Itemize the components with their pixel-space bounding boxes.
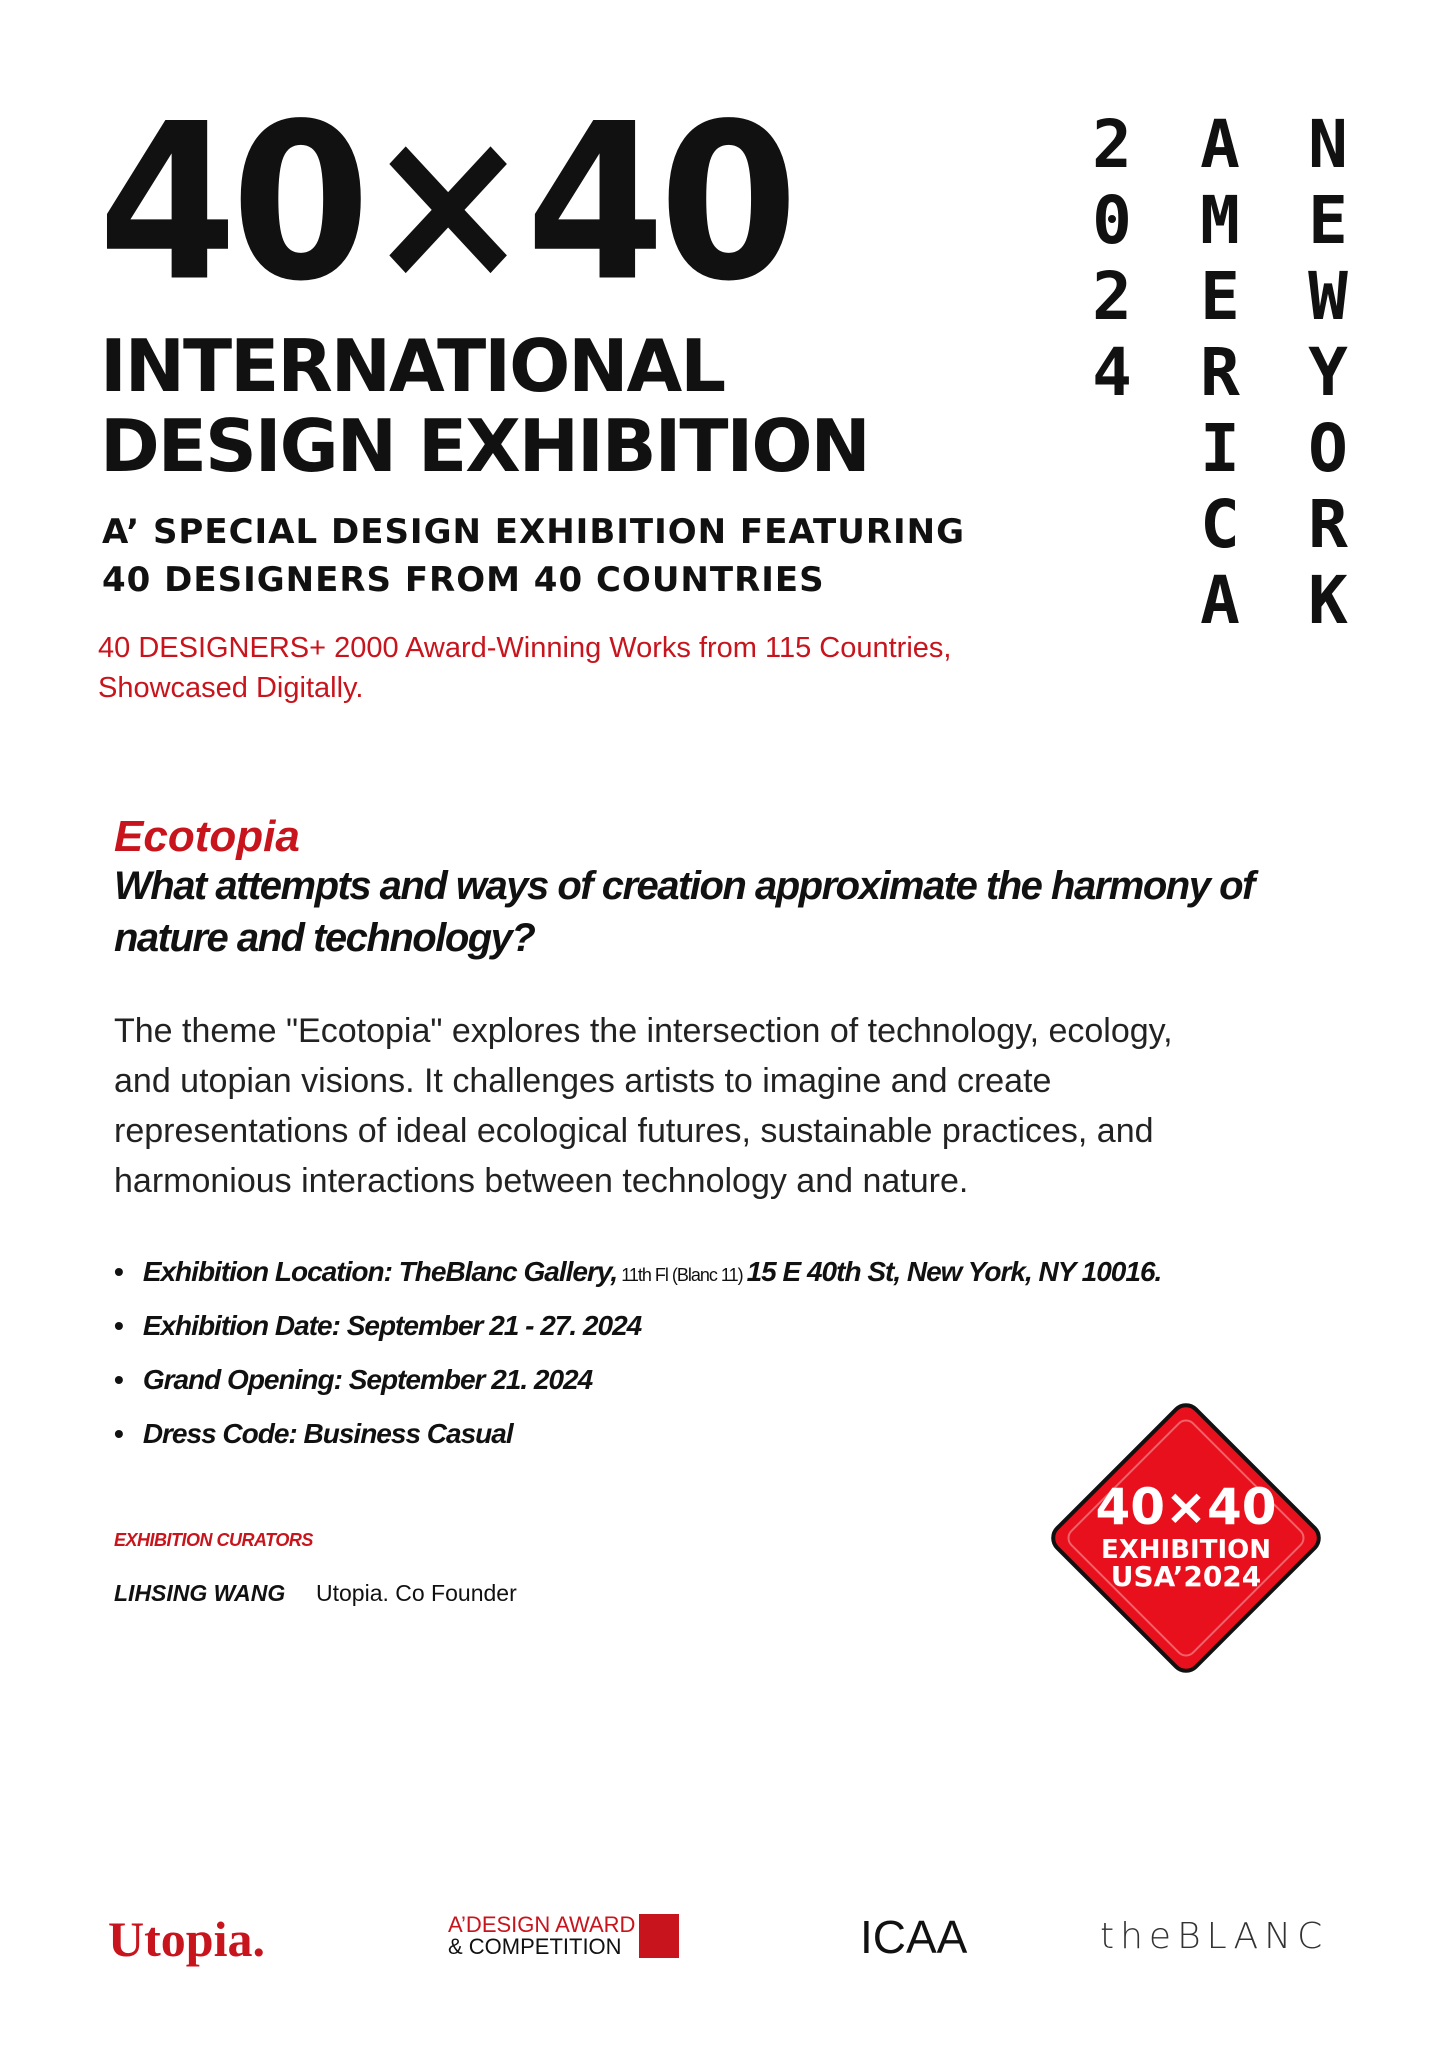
new-york-char: O	[1308, 410, 1348, 487]
theme-question-line-1: What attempts and ways of creation approximate the harmony of	[114, 864, 1254, 908]
curator-name: LIHSING WANG	[114, 1580, 286, 1606]
year-char: 2	[1092, 106, 1132, 183]
america-char: I	[1200, 410, 1240, 487]
america-char: C	[1200, 486, 1240, 563]
vertical-new-york	[1290, 106, 1366, 644]
theme-question-line-2: nature and technology?	[114, 916, 535, 960]
adesign-award-logo	[448, 1914, 679, 1958]
detail-dress-code	[114, 1418, 513, 1450]
adesign-line-1: A’DESIGN AWARD	[448, 1912, 636, 1937]
bullet: •	[114, 1310, 123, 1341]
bullet: •	[114, 1364, 123, 1395]
bullet: •	[114, 1418, 123, 1449]
date-text: Exhibition Date: September 21 - 27. 2024	[142, 1310, 642, 1341]
year-char: 2	[1092, 258, 1132, 335]
detail-date	[114, 1310, 641, 1342]
highlight-note-line-2: Showcased Digitally.	[98, 672, 364, 704]
detail-location	[114, 1256, 1161, 1288]
curators-heading: EXHIBITION CURATORS	[114, 1530, 313, 1550]
america-char: R	[1200, 334, 1240, 411]
new-york-char: R	[1308, 486, 1348, 563]
badge-line-2: USA’2024	[1110, 1560, 1262, 1593]
america-char: E	[1200, 258, 1240, 335]
theme-body-line-3: representations of ideal ecological futures, sustainable practices, and	[114, 1112, 1154, 1150]
america-char: A	[1200, 106, 1240, 183]
utopia-logo: Utopia.	[108, 1911, 265, 1967]
tagline-line-1: A’ SPECIAL DESIGN EXHIBITION FEATURING	[102, 512, 966, 552]
icaa-logo: ICAA	[860, 1911, 968, 1963]
vertical-year	[1082, 106, 1142, 416]
detail-opening	[114, 1364, 592, 1396]
new-york-char: Y	[1308, 334, 1348, 411]
exhibition-logo-title: 40×40	[98, 77, 793, 330]
theme-body-line-2: and utopian visions. It challenges artists to imagine and create	[114, 1062, 1052, 1100]
theme-body-line-1: The theme "Ecotopia" explores the intersection of technology, ecology,	[114, 1012, 1173, 1050]
badge-title: 40×40	[1095, 1478, 1277, 1536]
adesign-mark-icon	[639, 1914, 679, 1958]
vertical-america	[1190, 106, 1250, 644]
new-york-char: K	[1308, 562, 1348, 639]
bullet: •	[114, 1256, 123, 1287]
america-char: A	[1200, 562, 1240, 639]
new-york-char: N	[1308, 106, 1348, 183]
curator-role: Utopia. Co Founder	[316, 1580, 517, 1606]
location-address: 15 E 40th St, New York, NY 10016.	[746, 1256, 1162, 1287]
adesign-line-2: & COMPETITION	[448, 1934, 622, 1959]
subtitle-line-1: INTERNATIONAL	[100, 324, 725, 408]
new-york-char: W	[1308, 258, 1348, 335]
tagline-line-2: 40 DESIGNERS FROM 40 COUNTRIES	[102, 560, 825, 600]
highlight-note-line-1: 40 DESIGNERS+ 2000 Award-Winning Works from 115 Countries,	[98, 632, 952, 664]
new-york-char: E	[1308, 182, 1348, 259]
opening-text: Grand Opening: September 21. 2024	[142, 1364, 593, 1395]
location-floor: 11th Fl (Blanc 11)	[621, 1265, 743, 1285]
theblanc-logo: theBLANC	[1100, 1916, 1329, 1957]
badge-line-1: EXHIBITION	[1100, 1535, 1272, 1565]
exhibition-badge	[1026, 1378, 1346, 1698]
year-char: 0	[1092, 182, 1132, 259]
year-char: 4	[1092, 334, 1132, 411]
theme-title: Ecotopia	[114, 812, 300, 861]
america-char: M	[1200, 182, 1240, 259]
dress-code-text: Dress Code: Business Casual	[142, 1418, 513, 1449]
location-label: Exhibition Location: TheBlanc Gallery,	[142, 1256, 618, 1287]
subtitle-line-2: DESIGN EXHIBITION	[100, 404, 869, 488]
theme-body-line-4: harmonious interactions between technology and nature.	[114, 1162, 969, 1200]
